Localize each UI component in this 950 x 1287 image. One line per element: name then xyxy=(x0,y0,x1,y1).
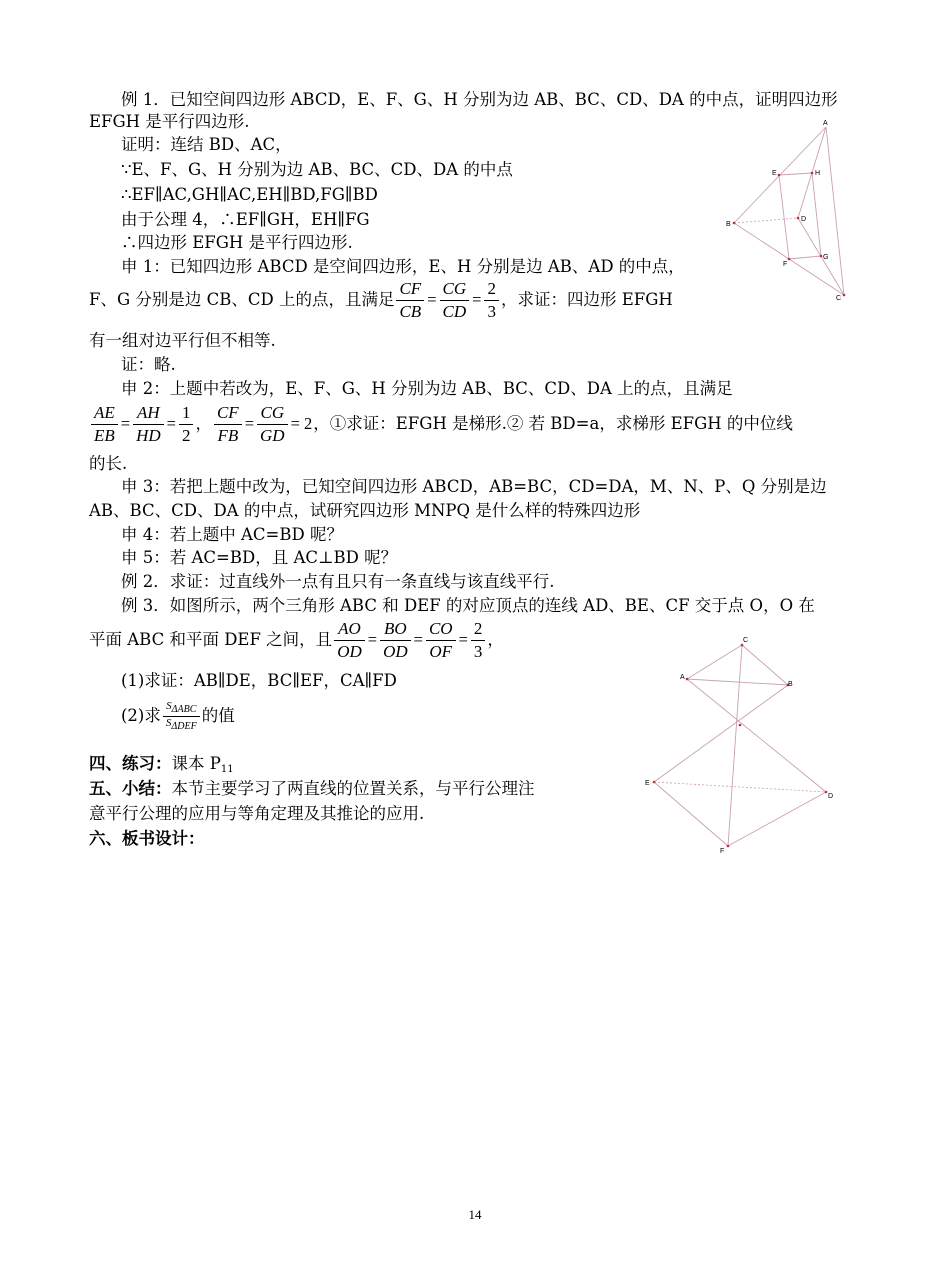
ex3-post: ， xyxy=(487,630,504,649)
ex1-step1: ∵E、F、G、H 分别为边 AB、BC、CD、DA 的中点 xyxy=(121,160,513,179)
v1-post: ，求证：四边形 EFGH xyxy=(500,290,673,309)
ex3-q2-frac: $\frac{\text{SΔABC}}{\text{SΔDEF}}$ xyxy=(163,700,200,733)
ex3-frac4: $\frac{2}{3}$ xyxy=(471,618,486,663)
fig2-label-e: E xyxy=(645,780,650,787)
fig2-label-f: F xyxy=(720,848,725,855)
v1-frac2: $\frac{CG}{CD}$ xyxy=(440,278,470,323)
v2-frac1: $\frac{AE}{EB}$ xyxy=(91,402,118,447)
v2-line2: $\frac{AE}{EB}$ = $\frac{AH}{HD}$ = $\frac{1}{2}$ ， $\frac{CF}{FB}$ = $\frac{CG}{GD}$ = 2，①求证：EFGH 是梯形.② 若 BD=a，求梯形 EFGH 的中位线 xyxy=(89,402,793,447)
practice-label: 四、练习： xyxy=(89,754,172,773)
ex3-frac3: $\frac{CO}{OF}$ xyxy=(426,618,456,663)
fig1-label-d: D xyxy=(801,216,807,223)
fig2-label-d: D xyxy=(828,793,834,800)
page-number: 14 xyxy=(468,1207,482,1222)
v2-line3: 的长. xyxy=(89,454,128,473)
v5-line: 申 5：若 AC=BD，且 AC⊥BD 呢？ xyxy=(121,548,398,567)
summary-text1: 本节主要学习了两直线的位置关系，与平行公理注 xyxy=(171,779,535,798)
fig1-label-c: C xyxy=(836,295,842,302)
ex3-line2: 平面 ABC 和平面 DEF 之间，且 $\frac{AO}{OD}$ = $\frac{BO}{OD}$ = $\frac{CO}{OF}$ = $\frac{2}{3}$ ， xyxy=(89,619,504,661)
ex1-line1: 例 1．已知空间四边形 ABCD，E、F、G、H 分别为边 AB、BC、CD、DA 的中点，证明四边形 xyxy=(121,90,838,109)
v2-line1: 申 2：上题中若改为，E、F、G、H 分别为边 AB、BC、CD、DA 上的点，且满足 xyxy=(121,379,733,398)
fig1-label-a: A xyxy=(823,120,828,127)
v1-proof: 证：略. xyxy=(121,355,176,374)
v1-frac3: $\frac{2}{3}$ xyxy=(484,278,499,323)
ex1-step3: 由于公理 4，∴EF∥GH，EH∥FG xyxy=(121,210,370,229)
v1-pre: F、G 分别是边 CB、CD 上的点，且满足 xyxy=(89,290,395,309)
v1-line3: 有一组对边平行但不相等. xyxy=(89,331,276,350)
v2-eq2: = 2 xyxy=(290,414,313,433)
ex3-frac1: $\frac{AO}{OD}$ xyxy=(334,618,365,663)
ex3-q1: (1)求证：AB∥DE，BC∥EF，CA∥FD xyxy=(121,671,397,690)
ex3-q2-post: 的值 xyxy=(201,706,235,725)
practice-sub: 11 xyxy=(220,764,234,775)
fig1-label-h: H xyxy=(815,170,821,177)
fig1-label-e: E xyxy=(772,170,777,177)
v2-frac5: $\frac{CG}{GD}$ xyxy=(257,402,288,447)
v2-frac3: $\frac{1}{2}$ xyxy=(179,402,194,447)
ex2-line: 例 2．求证：过直线外一点有且只有一条直线与该直线平行. xyxy=(121,572,555,591)
fig1-label-f: F xyxy=(783,261,788,268)
summary-line2: 意平行公理的应用与等角定理及其推论的应用. xyxy=(89,804,425,823)
figure-quadrilateral xyxy=(720,118,860,308)
fig1-label-g: G xyxy=(823,254,829,261)
v2-frac4: $\frac{CF}{FB}$ xyxy=(214,402,242,447)
fig2-label-b: B xyxy=(788,681,793,688)
ex3-line1: 例 3．如图所示，两个三角形 ABC 和 DEF 的对应顶点的连线 AD、BE、CF 交于点 O，O 在 xyxy=(121,596,815,615)
v2-post: ，①求证：EFGH 是梯形.② 若 BD=a，求梯形 EFGH 的中位线 xyxy=(313,414,793,433)
practice-text: 课本 P xyxy=(171,754,221,773)
v2-frac2: $\frac{AH}{HD}$ xyxy=(133,402,164,447)
v1-frac1: $\frac{CF}{CB}$ xyxy=(396,278,424,323)
ex3-q2-pre: (2)求 xyxy=(121,706,161,725)
ex1-proof: 证明：连结 BD、AC， xyxy=(121,135,292,154)
ex1-step4: ∴四边形 EFGH 是平行四边形. xyxy=(121,233,353,252)
ex1-step2: ∴EF∥AC,GH∥AC,EH∥BD,FG∥BD xyxy=(121,185,378,204)
fig1-label-b: B xyxy=(726,221,731,228)
board-label: 六、板书设计： xyxy=(89,829,205,848)
v3-line1: 申 3：若把上题中改为，已知空间四边形 ABCD，AB=BC，CD=DA，M、N、P、Q 分别是边 xyxy=(121,477,827,496)
ex1-line2: EFGH 是平行四边形. xyxy=(89,112,250,131)
summary-label: 五、小结： xyxy=(89,779,172,798)
v4-line: 申 4：若上题中 AC=BD 呢？ xyxy=(121,525,343,544)
summary-line1 xyxy=(89,778,535,800)
v1-line1: 申 1：已知四边形 ABCD 是空间四边形，E、H 分别是边 AB、AD 的中点， xyxy=(121,257,685,276)
ex3-q2 xyxy=(121,700,235,733)
fig2-label-c: C xyxy=(743,637,749,644)
figure-two-triangles xyxy=(640,628,850,860)
ex3-frac2: $\frac{BO}{OD}$ xyxy=(380,618,411,663)
fig2-label-a: A xyxy=(680,674,685,681)
ex3-pre: 平面 ABC 和平面 DEF 之间，且 xyxy=(89,630,333,649)
v1-line2: F、G 分别是边 CB、CD 上的点，且满足 $\frac{CF}{CB}$ = $\frac{CG}{CD}$ = $\frac{2}{3}$ ，求证：四边形 EFGH xyxy=(89,279,673,321)
v3-line2: AB、BC、CD、DA 的中点，试研究四边形 MNPQ 是什么样的特殊四边形 xyxy=(89,501,641,520)
practice-line xyxy=(89,753,234,781)
